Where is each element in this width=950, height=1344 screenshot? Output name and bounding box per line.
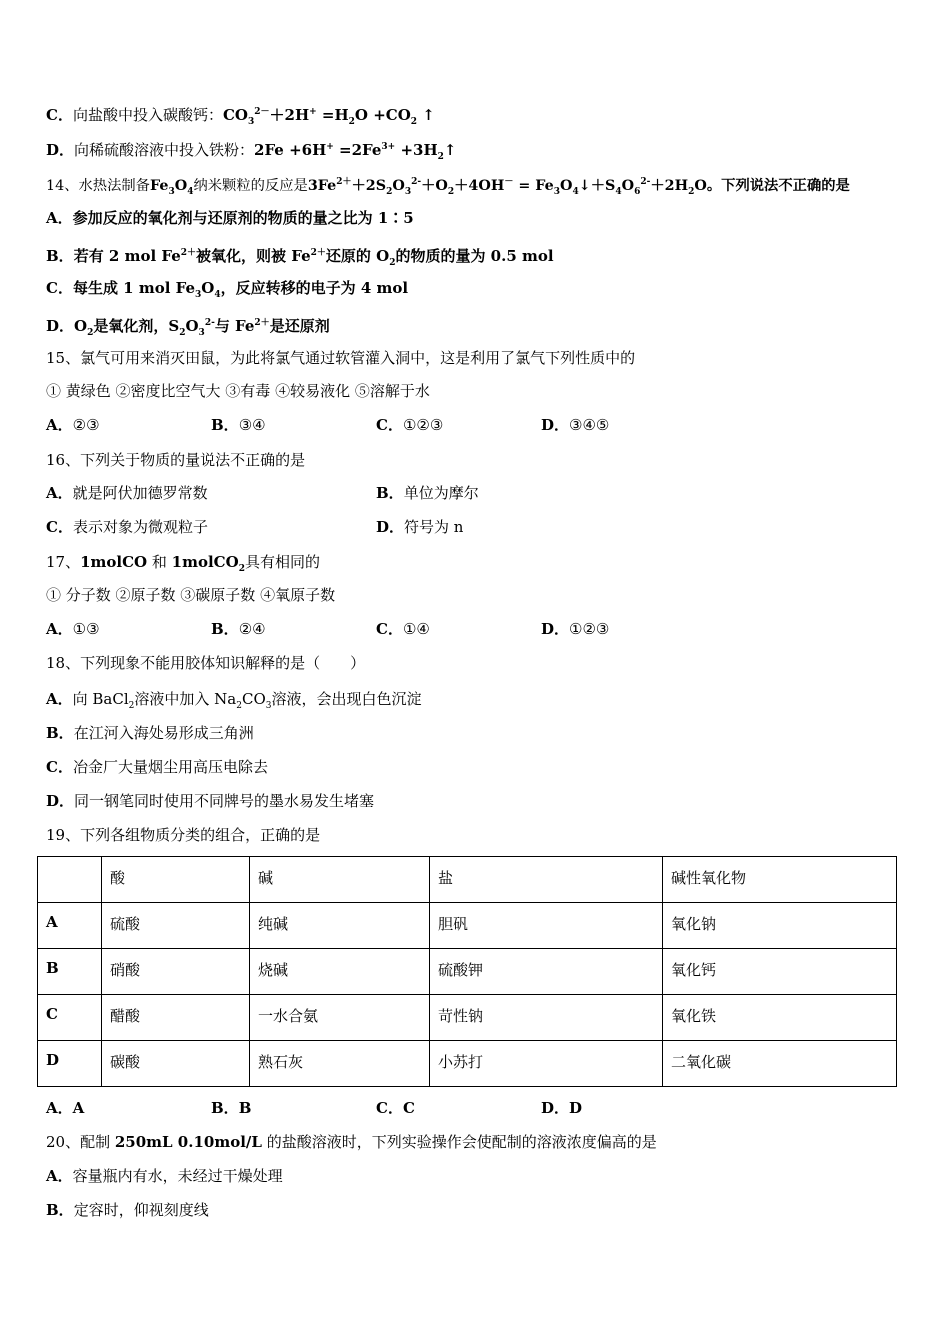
table-row	[38, 995, 897, 1041]
q20-option-b: B．定容时，仰视刻度线	[46, 1201, 209, 1219]
q15-stem: 15、氯气可用来消灭田鼠，为此将氯气通过软管灌入洞中，这是利用了氯气下列性质中的	[46, 349, 636, 367]
q13-option-d: D．向稀硫酸溶液中投入铁粉：$2Fe +6H^+ =2Fe^{3+}$ $+3H_2↑$	[46, 141, 457, 162]
q16-option-c: C．表示对象为微观粒子	[46, 518, 208, 536]
table-cell: C	[38, 995, 102, 1041]
q14-option-d: D．$O_2$是氧化剂，$S_2O_3^{2-}$与 $Fe^{2+}$是还原剂	[46, 317, 330, 338]
table-cell: 碳酸	[102, 1041, 250, 1087]
table-row	[38, 1041, 897, 1087]
q15-option-d: D．③④⑤	[541, 416, 610, 434]
table-cell: 小苏打	[430, 1041, 663, 1087]
table-cell: D	[38, 1041, 102, 1087]
q17-option-c: C．①④	[376, 620, 430, 638]
q18-option-c: C．冶金厂大量烟尘用高压电除去	[46, 758, 268, 776]
q14-option-b: B．若有 2 mol $Fe^{2+}$被氧化，则被 $Fe^{2+}$还原的 $O_2$的物质的量为 0.5 mol	[46, 247, 554, 268]
table-header-cell: 酸	[102, 857, 250, 903]
table-header-row	[38, 857, 897, 903]
q18-stem: 18、下列现象不能用胶体知识解释的是（ ）	[46, 654, 366, 672]
table-header-cell	[38, 857, 102, 903]
classification-table	[37, 856, 897, 1087]
q19-option-d: D．D	[541, 1099, 583, 1117]
q14-stem: 14、水热法制备$Fe_3O_4$纳米颗粒的反应是$3Fe^{2+}+2S_2O_3^{2-}+O_2+4OH^-$ = $Fe_3O_4↓+S_4O_6^{2-}+2H_2O$。下列说法不正确的是	[46, 177, 850, 197]
q19-stem: 19、下列各组物质分类的组合，正确的是	[46, 826, 321, 844]
table-cell: 熟石灰	[250, 1041, 430, 1087]
q15-option-b: B．③④	[211, 416, 266, 434]
table-cell: 氧化钠	[663, 903, 897, 949]
q19-option-a: A．A	[46, 1099, 85, 1117]
table-cell: 二氧化碳	[663, 1041, 897, 1087]
q15-option-c: C．①②③	[376, 416, 444, 434]
q20-stem: 20、配制 250mL 0.10mol/L 的盐酸溶液时，下列实验操作会使配制的溶液浓度偏高的是	[46, 1133, 657, 1151]
table-cell: 硝酸	[102, 949, 250, 995]
q19-option-c: C．C	[376, 1099, 415, 1117]
table-cell: 胆矾	[430, 903, 663, 949]
table-cell: 烧碱	[250, 949, 430, 995]
q17-option-d: D．①②③	[541, 620, 610, 638]
table-cell: B	[38, 949, 102, 995]
table-row	[38, 903, 897, 949]
q19-option-b: B．B	[211, 1099, 252, 1117]
table-header-cell: 盐	[430, 857, 663, 903]
q16-option-a: A．就是阿伏加德罗常数	[46, 484, 208, 502]
table-cell: 醋酸	[102, 995, 250, 1041]
q18-option-d: D．同一钢笔同时使用不同牌号的墨水易发生堵塞	[46, 792, 375, 810]
q17-option-a: A．①③	[46, 620, 100, 638]
table-cell: 苛性钠	[430, 995, 663, 1041]
table-row	[38, 949, 897, 995]
q16-option-d: D．符号为 n	[376, 518, 464, 536]
table-header-cell: 碱	[250, 857, 430, 903]
q16-option-b: B．单位为摩尔	[376, 484, 479, 502]
table-cell: 硫酸	[102, 903, 250, 949]
q14-option-c: C．每生成 1 mol $Fe_3O_4$，反应转移的电子为 4 mol	[46, 279, 409, 300]
q18-option-b: B．在江河入海处易形成三角洲	[46, 724, 254, 742]
table-cell: A	[38, 903, 102, 949]
q18-option-a: A．向 BaCl$_2$溶液中加入 $Na_2CO_3$溶液，会出现白色沉淀	[46, 690, 422, 711]
q15-option-a: A．②③	[46, 416, 100, 434]
table-cell: 纯碱	[250, 903, 430, 949]
q17-option-b: B．②④	[211, 620, 266, 638]
table-cell: 一水合氨	[250, 995, 430, 1041]
table-cell: 硫酸钾	[430, 949, 663, 995]
q20-option-a: A．容量瓶内有水，未经过干燥处理	[46, 1167, 283, 1185]
q15-properties: ① 黄绿色 ②密度比空气大 ③有毒 ④较易液化 ⑤溶解于水	[46, 382, 430, 400]
table-cell: 氧化钙	[663, 949, 897, 995]
q13-option-c: C．向盐酸中投入碳酸钙：$CO_3^{2-}+2H^+ =H_2O +CO_2$ ↑	[46, 106, 435, 127]
q14-option-a: A．参加反应的氧化剂与还原剂的物质的量之比为 1∶5	[46, 209, 414, 227]
q17-properties: ① 分子数 ②原子数 ③碳原子数 ④氧原子数	[46, 586, 336, 604]
q17-stem: 17、1molCO 和 1molCO$_2$具有相同的	[46, 553, 320, 574]
table-cell: 氧化铁	[663, 995, 897, 1041]
q16-stem: 16、下列关于物质的量说法不正确的是	[46, 451, 306, 469]
table-header-cell: 碱性氧化物	[663, 857, 897, 903]
